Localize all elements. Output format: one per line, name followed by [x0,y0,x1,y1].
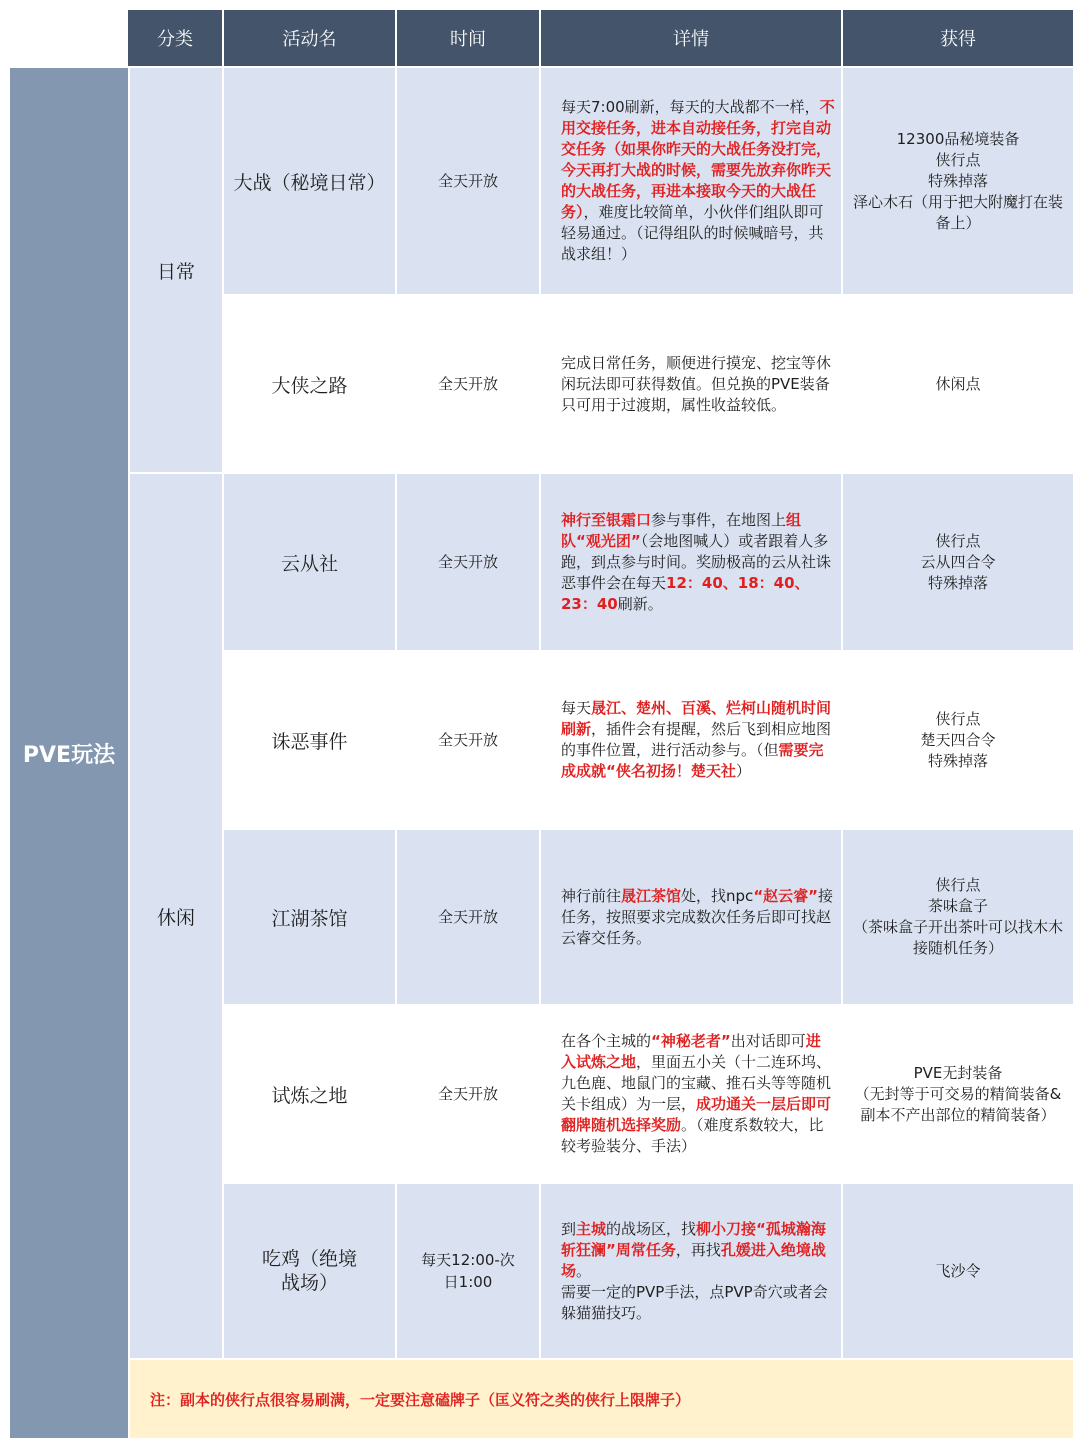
highlight-text: 主城 [576,1219,607,1238]
subcategory-leisure: 休闲 [130,474,222,1358]
reward-item: 侠行点 [935,876,981,894]
detail-text: ，再找 [675,1240,721,1259]
activity-detail [541,652,841,828]
activity-name [224,652,395,828]
reward-item: 特殊掉落 [927,751,988,770]
detail-text: 神行前往 [561,886,622,905]
detail-text: ，插件会有提醒，然后飞到相应地图的事件位置，进行活动参与。（但 [561,720,832,759]
activity-name [224,1184,395,1358]
activity-reward [843,296,1073,472]
activity-reward [843,68,1073,294]
reward-item: 茶味盒子 [927,897,988,915]
activity-detail [541,474,841,650]
activity-time [397,68,539,294]
detail-text: 刷新。 [617,594,663,613]
reward-item: 侠行点 [935,531,981,550]
activity-name-text: 云从社 [280,552,338,575]
detail-text: 参与事件，在地图上 [651,510,787,529]
activity-name-text: 江湖茶馆 [271,907,348,930]
highlight-text: 进入试炼之地 [561,1032,821,1071]
detail-text: 完成日常任务，顺便进行摸宠、挖宝等休闲玩法即可获得数值。但兑换的PVE装备只可用于过渡期，属性收益较低。 [561,353,832,414]
activity-detail [541,68,841,294]
activity-name-text: 诛恶事件 [271,730,348,753]
detail-text: （会地图喊人）或者跟着人多跑，到点参与时间。奖励极高的云从社诛恶事件会在每天 [561,531,832,592]
activity-detail [541,296,841,472]
activity-reward [843,474,1073,650]
activity-time-text: 全天开放 [437,1085,498,1103]
activity-reward-list [848,1261,1068,1282]
activity-detail [541,1184,841,1358]
reward-item: （茶味盒子开出茶叶可以找木木接随机任务） [852,918,1063,957]
activity-name [224,830,395,1004]
activity-time [397,474,539,650]
activity-reward-list [848,129,1068,234]
detail-text: 需要一定的PVP手法，点PVP奇穴或者会躲猫猫技巧。 [561,1282,828,1322]
activity-detail-text [561,97,835,265]
detail-text: 的战场区，找 [606,1219,697,1238]
reward-item: 云从四合令 [920,552,996,571]
highlight-text: 成功通关一层后即可翻牌随机选择奖励 [561,1095,832,1134]
activity-name-text: 试炼之地 [271,1084,348,1107]
activity-time [397,652,539,828]
activity-reward [843,1006,1073,1182]
reward-item: 楚天四合令 [920,730,996,749]
reward-item: PVE无封装备 [913,1063,1003,1082]
footer-note: 注：副本的侠行点很容易刷满，一定要注意磕牌子（匡义符之类的侠行上限牌子） [130,1360,1073,1438]
reward-item: 侠行点 [935,709,981,728]
activity-name [224,1006,395,1182]
detail-text: 每天 [561,699,592,717]
reward-item: 特殊掉落 [927,171,988,190]
activity-detail-text [561,510,835,615]
detail-text: 到 [561,1219,577,1238]
subcategory-daily: 日常 [130,68,222,472]
detail-text: 处，找npc [681,886,754,905]
highlight-text: 孔媛进入绝境战场 [561,1240,826,1280]
highlight-text: 神行至银霜口 [561,510,652,529]
highlight-text: “赵云睿” [753,886,819,905]
header-reward: 获得 [843,10,1073,66]
reward-item: 休闲点 [935,374,981,393]
activity-detail-text [561,353,835,416]
activity-name-text: 大战（秘境日常） [233,171,386,194]
activity-reward-list [848,531,1068,594]
activity-detail [541,1006,841,1182]
detail-text: 接任务，按照要求完成数次任务后即可找赵云睿交任务。 [561,886,834,947]
activity-reward-list [848,875,1068,959]
header-time: 时间 [397,10,539,66]
activity-reward [843,652,1073,828]
activity-reward [843,1184,1073,1358]
activity-name [224,68,395,294]
activity-detail-text [561,1219,835,1324]
activity-time-text: 全天开放 [437,375,498,393]
reward-item: 特殊掉落 [927,573,988,592]
highlight-text: “神秘老者” [651,1032,731,1050]
activity-time-text: 全天开放 [437,731,498,749]
activity-reward-list [848,709,1068,772]
activity-time [397,1184,539,1358]
main-category-pve: PVE玩法 [10,68,128,1438]
activity-time [397,830,539,1004]
highlight-text: 12：40、18：40、23：40 [561,573,810,613]
highlight-text: 不用交接任务，进本自动接任务，打完自动交任务（如果你昨天的大战任务没打完，今天再打大战的时候，需要先放弃你昨天的大战任务，再进本接取今天的大战任务） [561,98,835,221]
activity-reward [843,830,1073,1004]
activity-time [397,1006,539,1182]
activity-time [397,296,539,472]
highlight-text: 晟江茶馆 [621,886,682,905]
header-activity: 活动名 [224,10,395,66]
detail-text: ） [735,762,751,780]
activity-reward-list [848,1063,1068,1126]
highlight-text: 晟江、楚州、百溪、烂柯山随机时间刷新 [561,699,832,738]
activity-name-text: 吃鸡（绝境战场） [261,1248,357,1294]
activity-time-text: 全天开放 [437,172,498,190]
activity-name [224,474,395,650]
highlight-text: 柳小刀接“孤城瀚海斩狂澜”周常任务 [561,1219,826,1259]
activity-name-text: 大侠之路 [271,374,348,397]
activity-time-text: 全天开放 [437,553,498,571]
activity-time-text: 全天开放 [437,908,498,926]
highlight-text: 需要完成成就“侠名初扬！楚天社 [561,741,824,780]
reward-item: 泽心木石（用于把大附魔打在装备上） [852,192,1063,232]
header-category: 分类 [128,10,222,66]
detail-text: ，难度比较简单，小伙伴们组队即可轻易通过。（记得组队的时候喊暗号，共战求组！） [561,203,824,263]
activity-detail [541,830,841,1004]
activity-detail-text [561,886,835,949]
detail-text: 每天7:00刷新，每天的大战都不一样， [561,98,820,116]
activity-detail-text [561,698,835,782]
activity-detail-text [561,1031,835,1157]
activity-reward-list [848,374,1068,395]
activity-time-text: 每天12:00-次日1:00 [421,1251,515,1291]
header-detail: 详情 [541,10,841,66]
detail-text: 在各个主城的 [561,1032,652,1050]
reward-item: 侠行点 [935,150,981,169]
reward-item: 飞沙令 [935,1261,981,1280]
detail-text: 出对话即可 [730,1032,806,1050]
reward-item: （无封等于可交易的精简装备&副本不产出部位的精简装备） [854,1084,1062,1124]
activity-name [224,296,395,472]
detail-text: 。 [576,1261,592,1280]
detail-text: 。（难度系数较大，比较考验装分、手法） [561,1116,824,1155]
reward-item: 12300品秘境装备 [896,129,1020,148]
highlight-text: 组队“观光团” [561,510,802,550]
detail-text: ，里面五小关（十二连环坞、九色鹿、地鼠门的宝藏、推石头等等随机关卡组成）为一层， [561,1053,832,1113]
